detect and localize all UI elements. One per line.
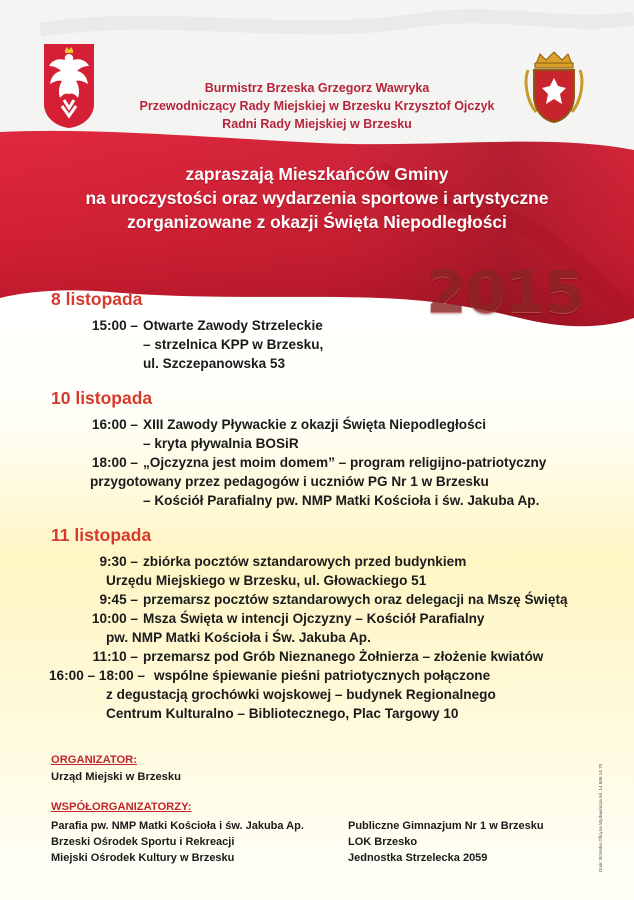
event-text: Otwarte Zawody Strzeleckie bbox=[143, 318, 323, 333]
event-text: Urzędu Miejskiego w Brzesku, ul. Głowackiego 51 bbox=[106, 573, 427, 588]
coorganizer-item: Parafia pw. NMP Matki Kościoła i św. Jakuba Ap. bbox=[51, 820, 304, 832]
host-mayor: Burmistrz Brzeska Grzegorz Wawryka bbox=[204, 81, 430, 95]
event-line bbox=[49, 685, 589, 704]
event-line bbox=[49, 415, 589, 434]
event-text: ul. Szczepanowska 53 bbox=[143, 356, 286, 371]
day-title-11-november: 11 listopada bbox=[51, 525, 152, 545]
invitation-block bbox=[40, 162, 594, 234]
coorganizers-label: WSPÓŁORGANIZATORZY: bbox=[51, 801, 192, 813]
event-line bbox=[49, 666, 589, 685]
event-text: wspólne śpiewanie pieśni patriotycznych połączone bbox=[154, 668, 491, 683]
host-council-chairman: Przewodniczący Rady Miejskiej w Brzesku Krzysztof Ojczyk bbox=[139, 99, 495, 113]
event-time: 9:45 – bbox=[99, 592, 138, 607]
invitation-line-1: zapraszają Mieszkańców Gminy bbox=[185, 164, 449, 184]
event-line bbox=[49, 472, 589, 491]
coorganizers-right-column bbox=[348, 818, 544, 866]
event-line bbox=[49, 628, 589, 647]
event-time: 11:10 – bbox=[92, 649, 138, 664]
polish-eagle-emblem bbox=[44, 44, 94, 128]
event-text: przemarsz pod Grób Nieznanego Żołnierza – złożenie kwiatów bbox=[143, 649, 544, 664]
event-text: – kryta pływalnia BOSiR bbox=[143, 436, 299, 451]
schedule-11-november bbox=[49, 552, 589, 723]
invitation-line-2: na uroczystości oraz wydarzenia sportowe i artystyczne bbox=[85, 188, 549, 208]
event-line bbox=[49, 609, 589, 628]
event-text: zbiórka pocztów sztandarowych przed budynkiem bbox=[143, 554, 467, 569]
coorganizer-item: Jednostka Strzelecka 2059 bbox=[348, 852, 488, 864]
event-text: „Ojczyzna jest moim domem” – program religijno-patriotyczny bbox=[143, 455, 547, 470]
day-title-10-november: 10 listopada bbox=[51, 388, 153, 408]
event-text: pw. NMP Matki Kościoła i Św. Jakuba Ap. bbox=[106, 630, 371, 645]
host-councillors: Radni Rady Miejskiej w Brzesku bbox=[222, 117, 412, 131]
organizer-label: ORGANIZATOR: bbox=[51, 754, 137, 766]
event-text: przemarsz pocztów sztandarowych oraz delegacji na Mszę Świętą bbox=[143, 592, 568, 607]
event-time: 16:00 – bbox=[91, 417, 138, 432]
event-text: Msza Święta w intencji Ojczyzny – Kościół Parafialny bbox=[143, 611, 485, 626]
coorganizer-item: Publiczne Gimnazjum Nr 1 w Brzesku bbox=[348, 820, 544, 832]
event-line bbox=[49, 335, 589, 354]
event-line bbox=[49, 453, 589, 472]
event-time: 15:00 – bbox=[91, 318, 138, 333]
day-title-8-november: 8 listopada bbox=[51, 289, 143, 309]
event-time: 18:00 – bbox=[91, 455, 138, 470]
coorganizer-item: Miejski Ośrodek Kultury w Brzesku bbox=[51, 852, 235, 864]
invitation-line-3: zorganizowane z okazji Święta Niepodległości bbox=[127, 212, 507, 232]
event-time: 9:30 – bbox=[99, 554, 138, 569]
event-line bbox=[49, 571, 589, 590]
hosts-block bbox=[100, 79, 534, 133]
printer-imprint: Druk: Brzeska Oficyna Wydawnicza tel. 14 686 14 70 bbox=[598, 763, 603, 872]
event-time: 10:00 – bbox=[91, 611, 138, 626]
coorganizer-item: LOK Brzesko bbox=[348, 836, 418, 848]
event-line bbox=[49, 354, 589, 373]
event-line bbox=[49, 590, 589, 609]
event-text: z degustacją grochówki wojskowej – budynek Regionalnego bbox=[106, 687, 496, 702]
event-line bbox=[49, 647, 589, 666]
event-text: XIII Zawody Pływackie z okazji Święta Niepodległości bbox=[143, 417, 486, 432]
event-line bbox=[49, 316, 589, 335]
event-text: – Kościół Parafialny pw. NMP Matki Kościoła i św. Jakuba Ap. bbox=[143, 493, 540, 508]
schedule-8-november bbox=[49, 316, 589, 373]
year-label: 2015 bbox=[426, 258, 584, 326]
event-line bbox=[49, 434, 589, 453]
schedule-10-november bbox=[49, 415, 589, 510]
event-line bbox=[49, 704, 589, 723]
event-text: – strzelnica KPP w Brzesku, bbox=[143, 337, 324, 352]
event-time: 16:00 – 18:00 – bbox=[49, 668, 145, 683]
event-text: Centrum Kulturalno – Bibliotecznego, Plac Targowy 10 bbox=[106, 706, 459, 721]
coorganizer-item: Brzeski Ośrodek Sportu i Rekreacji bbox=[51, 836, 235, 848]
organizer-name: Urząd Miejski w Brzesku bbox=[51, 771, 181, 783]
event-text: przygotowany przez pedagogów i uczniów PG Nr 1 w Brzesku bbox=[90, 474, 489, 489]
event-line bbox=[49, 491, 589, 510]
event-line bbox=[49, 552, 589, 571]
coorganizers-left-column bbox=[51, 818, 304, 866]
